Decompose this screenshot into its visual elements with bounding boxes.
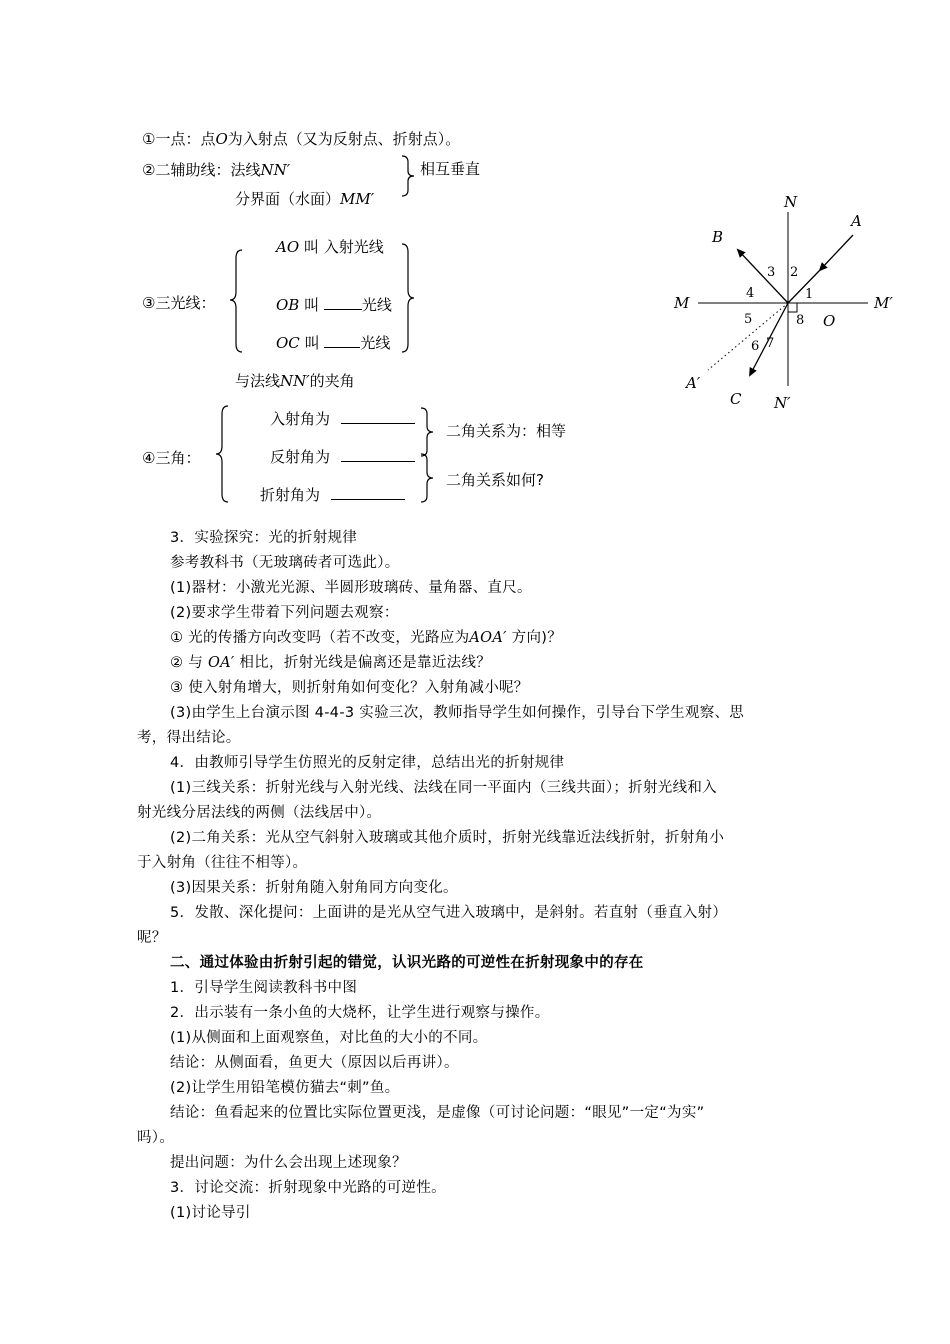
incidence-angle-line: 入射角为: [270, 408, 415, 429]
rule-two-angles-1: (2)二角关系：光从空气斜射入玻璃或其他介质时，折射光线靠近法线折射，折射角小: [170, 830, 725, 846]
angle-4: 4: [746, 286, 755, 301]
para-3-experiment: 3．实验探究：光的折射规律: [170, 530, 358, 546]
conclusion-2-line1: 结论：鱼看起来的位置比实际位置更浅，是虚像（可讨论问题：“眼见”一定“为实”: [170, 1105, 705, 1121]
step-2-beaker: 2．出示装有一条小鱼的大烧杯，让学生进行观察与操作。: [170, 1005, 550, 1021]
ray-oc-line: OC 叫 光线: [276, 334, 391, 352]
para-5-question-2: 呢？: [137, 930, 167, 946]
label-B: B: [712, 228, 724, 246]
reflection-blank: [341, 447, 415, 462]
raise-question: 提出问题：为什么会出现上述现象？: [170, 1155, 407, 1171]
reflection-angle-line: 反射角为: [270, 446, 415, 467]
interface-line-label: 分界面（水面）MM′: [235, 190, 375, 208]
label-N: N: [784, 193, 798, 211]
angle-with-normal-note: 与法线NN′的夹角: [235, 372, 355, 390]
perpendicular-relation: 相互垂直: [420, 160, 481, 178]
angle-1: 1: [805, 287, 814, 302]
label-N-prime: N′: [774, 394, 791, 412]
para-5-question-1: 5．发散、深化提问：上面讲的是光从空气进入玻璃中，是斜射。若直射（垂直入射）: [170, 905, 728, 921]
rule-cause-effect: (3)因果关系：折射角随入射角同方向变化。: [170, 880, 458, 896]
left-brace-rays: [226, 248, 246, 354]
ray-ob-line: OB 叫 光线: [276, 296, 392, 314]
ray-ob-blank: [324, 295, 362, 310]
refraction-diagram: [660, 190, 920, 415]
right-brace-aux: [398, 154, 418, 198]
rule-three-lines-2: 射光线分居法线的两侧（法线居中）。: [137, 805, 382, 821]
rule-three-lines-1: (1)三线关系：折射光线与入射光线、法线在同一平面内（三线共面）；折射光线和入: [170, 780, 717, 796]
section-two-heading: 二、通过体验由折射引起的错觉，认识光路的可逆性在折射现象中的存在: [170, 955, 644, 971]
left-brace-angles: [212, 404, 232, 504]
para-equipment: (1)器材：小激光光源、半圆形玻璃砖、量角器、直尺。: [170, 580, 532, 596]
item-one-point: ①一点：点O为入射点（又为反射点、折射点）。: [142, 130, 461, 148]
label-C: C: [730, 390, 742, 408]
conclusion-1: 结论：从侧面看，鱼更大（原因以后再讲）。: [170, 1055, 459, 1071]
angle-2: 2: [790, 265, 799, 280]
question-1: ① 光的传播方向改变吗（若不改变，光路应为AOA′ 方向)？: [170, 630, 563, 646]
item-two-aux-lines: ②二辅助线：法线NN′: [142, 161, 291, 179]
incident-ray: [820, 235, 853, 270]
label-A: A: [851, 212, 862, 230]
right-brace-reflection-refraction: [418, 452, 436, 504]
para-demo-line1: (3)由学生上台演示图 4-4-3 实验三次，教师指导学生如何操作，引导台下学生观察、思: [170, 705, 745, 721]
ray-ao-line: AO 叫 入射光线: [276, 238, 384, 256]
ray-oc-blank: [324, 333, 360, 348]
conclusion-2-line2: 吗）。: [137, 1130, 175, 1146]
angle-6: 6: [751, 339, 760, 354]
angle-3: 3: [767, 265, 776, 280]
para-observe-questions: (2)要求学生带着下列问题去观察：: [170, 605, 399, 621]
step-3-discussion: 3．讨论交流：折射现象中光路的可逆性。: [170, 1180, 446, 1196]
angle-7: 7: [766, 336, 775, 351]
angle-5: 5: [744, 312, 753, 327]
right-brace-rays: [398, 242, 418, 354]
right-brace-incidence-reflection: [418, 406, 436, 458]
para-reference-textbook: 参考教科书（无玻璃砖者可选此）。: [170, 555, 400, 571]
label-M: M: [674, 294, 690, 312]
item-four-angles-label: ④三角：: [142, 449, 201, 467]
para-demo-line2: 考，得出结论。: [137, 730, 241, 746]
label-O: O: [823, 312, 836, 330]
incidence-blank: [341, 409, 415, 424]
angle-8: 8: [796, 313, 805, 328]
label-M-prime: M′: [874, 294, 893, 312]
question-2: ② 与 OA′ 相比，折射光线是偏离还是靠近法线？: [170, 655, 492, 671]
pencil-stab-fish: (2)让学生用铅笔模仿猫去“刺”鱼。: [170, 1080, 400, 1096]
rule-two-angles-2: 于入射角（往往不相等）。: [137, 855, 308, 871]
refraction-blank: [331, 485, 405, 500]
label-A-prime: A′: [686, 374, 701, 392]
refraction-angle-line: 折射角为: [260, 484, 405, 505]
para-4-summary: 4．由教师引导学生仿照光的反射定律，总结出光的折射规律: [170, 755, 565, 771]
relation-question: 二角关系如何?: [446, 471, 544, 489]
discussion-guide: (1)讨论导引: [170, 1205, 251, 1221]
observe-fish-size: (1)从侧面和上面观察鱼，对比鱼的大小的不同。: [170, 1030, 488, 1046]
item-three-rays-label: ③三光线：: [142, 294, 216, 312]
step-1-read: 1．引导学生阅读教科书中图: [170, 980, 358, 996]
question-3: ③ 使入射角增大，则折射角如何变化？入射角减小呢？: [170, 680, 529, 696]
right-angle-mark: [788, 303, 797, 312]
relation-equal: 二角关系为：相等: [446, 422, 567, 440]
